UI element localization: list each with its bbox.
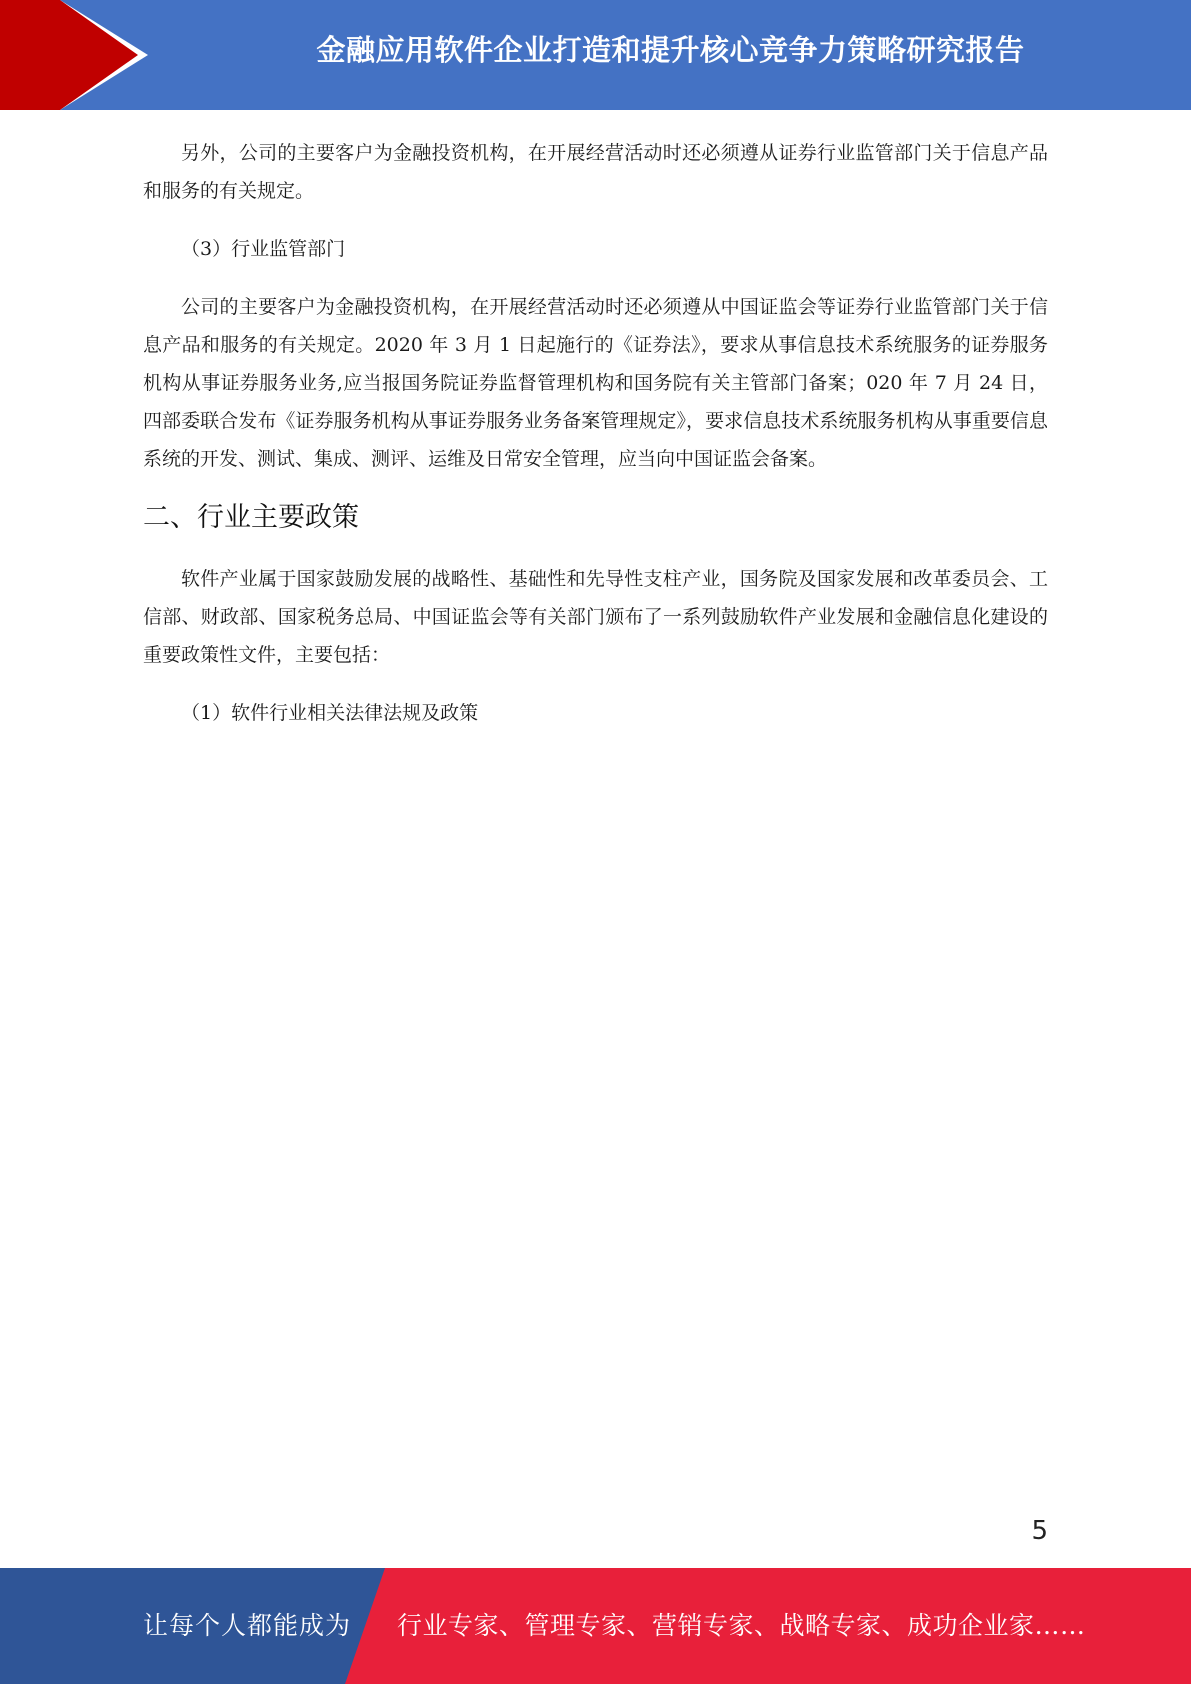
subheading-industry-regulator: （3）行业监管部门 (181, 238, 346, 260)
page-number: 5 (1031, 1516, 1048, 1546)
paragraph-policies-intro: 软件产业属于国家鼓励发展的战略性、基础性和先导性支柱产业，国务院及国家发展和改革委员会、工信部、财政部、国家税务总局、中国证监会等有关部门颁布了一系列鼓励软件产业发展和金融信息化建设的重要政策性文件，主要包括： (143, 568, 1048, 666)
section-heading-policies: 二、行业主要政策 (143, 502, 359, 533)
document-body (143, 134, 1048, 752)
page-footer (0, 1568, 1191, 1684)
paragraph-regulator-details: 公司的主要客户为金融投资机构，在开展经营活动时还必须遵从中国证监会等证券行业监管部门关于信息产品和服务的有关规定。2020 年 3 月 1 日起施行的《证券法》，要求从事信息技术系统服务的证券服务机构从事证券服务业务,应当报国务院证券监督管理机构和国务院有关主管部门备案；020 年 7 月 24 日，四部委联合发布《证券服务机构从事证券服务业务备案管理规定》，要求信息技术系统服务机构从事重要信息系统的开发、测试、集成、测评、运维及日常安全管理，应当向中国证监会备案。 (143, 296, 1048, 470)
paragraph-regulation-note: 另外，公司的主要客户为金融投资机构，在开展经营活动时还必须遵从证券行业监管部门关于信息产品和服务的有关规定。 (143, 142, 1048, 202)
subheading-software-laws: （1）软件行业相关法律法规及政策 (181, 702, 479, 724)
header-chevron-icon (0, 0, 160, 110)
footer-slogan-right: 行业专家、管理专家、营销专家、战略专家、成功企业家…… (397, 1611, 1086, 1640)
page-header (0, 0, 1191, 110)
footer-slogan-left: 让每个人都能成为 (143, 1611, 352, 1640)
document-title: 金融应用软件企业打造和提升核心竞争力策略研究报告 (316, 33, 1025, 67)
